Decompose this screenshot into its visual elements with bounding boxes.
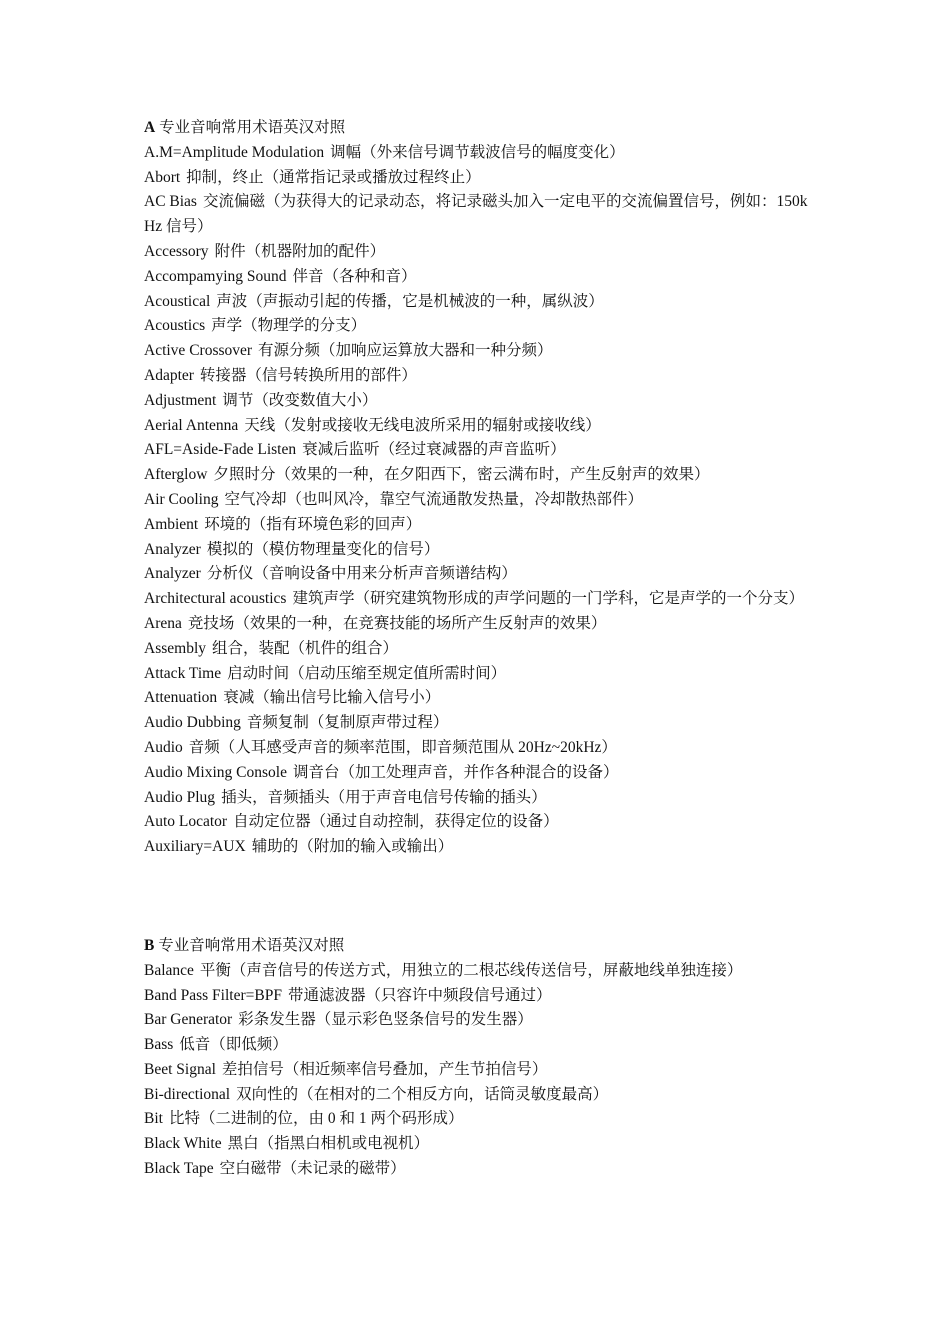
entry-definition: 交流偏磁（为获得大的记录动态，将记录磁头加入一定电平的交流偏置信号，例如：150kHz 信号）	[144, 193, 808, 236]
entry-definition: 组合，装配（机件的组合）	[212, 639, 399, 657]
glossary-entry	[144, 637, 816, 662]
glossary-entry	[144, 711, 816, 736]
section-spacer	[144, 860, 816, 934]
entry-term: Audio Mixing Console	[144, 763, 287, 781]
entry-definition: 竞技场（效果的一种，在竞赛技能的场所产生反射声的效果）	[187, 614, 607, 632]
glossary-entry	[144, 662, 816, 687]
entry-definition: 低音（即低频）	[179, 1036, 288, 1054]
glossary-entry	[144, 612, 816, 637]
glossary-entry	[144, 513, 816, 538]
glossary-entry	[144, 364, 816, 389]
entry-definition: 比特（二进制的位，由 0 和 1 两个码形成）	[168, 1110, 464, 1128]
entry-term: AFL=Aside-Fade Listen	[144, 441, 297, 459]
glossary-entry	[144, 984, 816, 1009]
entry-definition: 双向性的（在相对的二个相反方向，话筒灵敏度最高）	[236, 1085, 609, 1103]
entry-definition: 衰减（输出信号比输入信号小）	[223, 689, 441, 707]
entry-term: Black Tape	[144, 1160, 214, 1178]
entry-term: Auto Locator	[144, 813, 228, 831]
glossary-entry	[144, 240, 816, 265]
entry-term: Adjustment	[144, 391, 217, 409]
glossary-entry	[144, 314, 816, 339]
entry-definition: 带通滤波器（只容许中频段信号通过）	[287, 986, 552, 1004]
entry-term: Adapter	[144, 366, 194, 384]
glossary-section-a	[144, 116, 816, 860]
entry-term: Attenuation	[144, 689, 218, 707]
entry-term: Aerial Antenna	[144, 416, 239, 434]
section-title-text: 专业音响常用术语英汉对照	[158, 936, 345, 954]
section-letter: A	[144, 119, 156, 136]
entry-term: Acoustical	[144, 292, 211, 310]
entry-definition: 平衡（声音信号的传送方式，用独立的二根芯线传送信号，屏蔽地线单独连接）	[199, 961, 743, 979]
entry-definition: 黑白（指黑白相机或电视机）	[227, 1135, 430, 1153]
entry-term: Acoustics	[144, 317, 206, 335]
entry-term: Balance	[144, 961, 194, 979]
glossary-entry	[144, 1157, 816, 1182]
section-letter: B	[144, 936, 155, 954]
entry-term: Beet Signal	[144, 1060, 216, 1078]
glossary-entry	[144, 1107, 816, 1132]
entry-term: Afterglow	[144, 466, 208, 484]
entry-term: A.M=Amplitude Modulation	[144, 143, 325, 161]
glossary-section-b	[144, 934, 816, 1182]
glossary-entry	[144, 959, 816, 984]
section-heading	[144, 934, 816, 959]
entry-definition: 调音台（加工处理声音，并作各种混合的设备）	[292, 763, 619, 781]
entry-term: Bar Generator	[144, 1011, 233, 1029]
glossary-entry	[144, 736, 816, 761]
section-title-text: 专业音响常用术语英汉对照	[159, 119, 346, 136]
entry-term: Ambient	[144, 515, 199, 533]
glossary-entry	[144, 1033, 816, 1058]
glossary-entry	[144, 587, 816, 612]
entry-definition: 衰减后监听（经过衰减器的声音监听）	[302, 441, 566, 459]
glossary-entry	[144, 835, 816, 860]
glossary-entry	[144, 786, 816, 811]
entry-definition: 差拍信号（相近频率信号叠加，产生节拍信号）	[221, 1060, 548, 1078]
glossary-entry	[144, 562, 816, 587]
glossary-entry	[144, 414, 816, 439]
entry-definition: 自动定位器（通过自动控制，获得定位的设备）	[233, 813, 559, 831]
entry-term: Arena	[144, 614, 182, 632]
entry-definition: 调幅（外来信号调节载波信号的幅度变化）	[330, 143, 625, 161]
glossary-entry	[144, 810, 816, 835]
entry-term: Bit	[144, 1110, 163, 1128]
entry-term: Architectural acoustics	[144, 590, 287, 608]
entry-term: Accompamying Sound	[144, 267, 287, 285]
section-heading	[144, 116, 816, 141]
entry-term: Accessory	[144, 242, 209, 260]
entry-term: Air Cooling	[144, 490, 219, 508]
entry-term: Audio Plug	[144, 788, 216, 806]
entry-definition: 调节（改变数值大小）	[222, 391, 378, 409]
entry-term: Band Pass Filter=BPF	[144, 986, 282, 1004]
entry-definition: 彩条发生器（显示彩色竖条信号的发生器）	[238, 1011, 533, 1029]
entry-term: Attack Time	[144, 664, 222, 682]
entry-definition: 模拟的（模仿物理量变化的信号）	[206, 540, 440, 558]
entry-term: Auxiliary=AUX	[144, 838, 246, 856]
glossary-entry	[144, 538, 816, 563]
entry-definition: 空气冷却（也叫风冷，靠空气流通散发热量，冷却散热部件）	[224, 490, 644, 508]
entry-definition: 环境的（指有环境色彩的回声）	[204, 515, 422, 533]
entry-definition: 启动时间（启动压缩至规定值所需时间）	[227, 664, 507, 682]
glossary-entry	[144, 1058, 816, 1083]
glossary-entry	[144, 488, 816, 513]
glossary-entry	[144, 265, 816, 290]
glossary-entry	[144, 463, 816, 488]
entry-term: Analyzer	[144, 565, 201, 583]
entry-term: Analyzer	[144, 540, 201, 558]
glossary-entry	[144, 1083, 816, 1108]
glossary-entry	[144, 141, 816, 166]
entry-definition: 天线（发射或接收无线电波所采用的辐射或接收线）	[244, 416, 601, 434]
entry-definition: 有源分频（加响应运算放大器和一种分频）	[258, 342, 553, 360]
entry-definition: 空白磁带（未记录的磁带）	[219, 1160, 406, 1178]
entry-definition: 音频复制（复制原声带过程）	[246, 714, 449, 732]
glossary-entry	[144, 339, 816, 364]
glossary-entry	[144, 290, 816, 315]
entry-definition: 伴音（各种和音）	[292, 267, 417, 285]
glossary-entry	[144, 166, 816, 191]
glossary-entry	[144, 389, 816, 414]
entry-term: AC Bias	[144, 193, 197, 211]
entry-term: Bass	[144, 1036, 174, 1054]
entry-term: Active Crossover	[144, 342, 253, 360]
entry-definition: 建筑声学（研究建筑物形成的声学问题的一门学科，它是声学的一个分支）	[292, 590, 804, 608]
entry-definition: 附件（机器附加的配件）	[214, 242, 386, 260]
entry-definition: 抑制，终止（通常指记录或播放过程终止）	[186, 168, 481, 186]
entry-term: Black White	[144, 1135, 222, 1153]
entry-definition: 夕照时分（效果的一种，在夕阳西下，密云满布时，产生反射声的效果）	[213, 466, 710, 484]
entry-definition: 音频（人耳感受声音的频率范围，即音频范围从 20Hz~20kHz）	[188, 738, 617, 756]
glossary-entry	[144, 438, 816, 463]
entry-definition: 分析仪（音响设备中用来分析声音频谱结构）	[206, 565, 517, 583]
entry-definition: 声学（物理学的分支）	[211, 317, 367, 335]
entry-definition: 辅助的（附加的输入或输出）	[251, 838, 454, 856]
entry-term: Audio Dubbing	[144, 714, 241, 732]
document-page	[144, 116, 816, 1182]
entry-definition: 插头，音频插头（用于声音电信号传输的插头）	[221, 788, 547, 806]
glossary-entry	[144, 1008, 816, 1033]
entry-term: Bi-directional	[144, 1085, 231, 1103]
glossary-entry	[144, 1132, 816, 1157]
glossary-entry	[144, 190, 816, 240]
glossary-entry	[144, 761, 816, 786]
entry-definition: 转接器（信号转换所用的部件）	[199, 366, 417, 384]
entry-term: Abort	[144, 168, 181, 186]
glossary-entry	[144, 686, 816, 711]
entry-term: Assembly	[144, 639, 206, 657]
entry-definition: 声波（声振动引起的传播，它是机械波的一种，属纵波）	[216, 292, 604, 310]
entry-term: Audio	[144, 738, 183, 756]
